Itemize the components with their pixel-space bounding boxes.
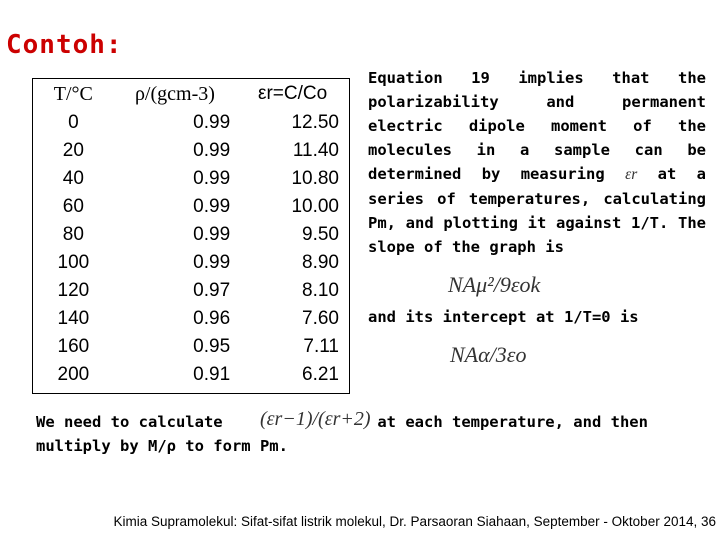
table-row: [33, 277, 349, 305]
table-row: [33, 249, 349, 277]
header-permittivity: εr=C/Co: [257, 83, 328, 104]
permittivity-cell: 6.21: [302, 364, 339, 385]
permittivity-cell: 7.11: [303, 336, 339, 357]
bottom-text-line2: multiply by M/ρ to form Pm.: [36, 437, 288, 455]
table-row: [33, 193, 349, 221]
explanation-paragraph: [368, 66, 706, 259]
table-row: [33, 333, 349, 361]
temperature-cell: 80: [62, 224, 84, 245]
density-cell: 0.99: [193, 140, 231, 161]
data-table-container: [32, 78, 350, 394]
paragraph-text-1: Equation 19 implies that the polarizability and permanent electric dipole moment of the molecules in a sample can be determined by measuring: [368, 69, 706, 183]
table-row: [33, 361, 349, 389]
density-cell: 0.99: [193, 196, 231, 217]
permittivity-cell: 9.50: [302, 224, 339, 245]
intercept-equation: NAα/3εo: [450, 342, 527, 367]
intercept-text: and its intercept at 1/T=0 is: [368, 308, 639, 326]
epsilon-r-symbol: εr: [625, 166, 638, 183]
slide-footer: Kimia Supramolekul: Sifat-sifat listrik molekul, Dr. Parsaoran Siahaan, September - Oktober 2014, 36: [113, 514, 716, 529]
permittivity-cell: 11.40: [292, 140, 339, 161]
data-table: [33, 79, 349, 389]
density-cell: 0.99: [193, 224, 231, 245]
temperature-cell: 0: [68, 112, 79, 133]
temperature-cell: 60: [62, 196, 84, 217]
table-row: [33, 305, 349, 333]
temperature-cell: 40: [62, 168, 84, 189]
bottom-text-2: at each temperature, and then: [377, 413, 648, 431]
temperature-cell: 140: [57, 308, 90, 329]
temperature-cell: 200: [57, 364, 90, 385]
table-row: [33, 221, 349, 249]
header-temperature: T/°C: [53, 82, 93, 105]
table-header-row: [33, 79, 349, 109]
table-row: [33, 137, 349, 165]
density-cell: 0.97: [193, 280, 231, 301]
clausius-mossotti-term: (εr−1)/(εr+2): [260, 408, 371, 430]
header-density: ρ/(gcm-3): [134, 82, 215, 105]
permittivity-cell: 7.60: [302, 308, 339, 329]
permittivity-cell: 10.00: [291, 196, 339, 217]
density-cell: 0.99: [193, 252, 231, 273]
bottom-text-1: We need to calculate: [36, 413, 223, 431]
density-cell: 0.95: [193, 336, 231, 357]
density-cell: 0.99: [193, 112, 231, 133]
permittivity-cell: 12.50: [291, 112, 339, 133]
density-cell: 0.96: [193, 308, 231, 329]
slope-equation: NAμ²/9εok: [448, 272, 541, 297]
temperature-cell: 20: [62, 140, 84, 161]
table-row: [33, 165, 349, 193]
temperature-cell: 100: [57, 252, 90, 273]
temperature-cell: 120: [57, 280, 90, 301]
density-cell: 0.99: [193, 168, 231, 189]
permittivity-cell: 8.90: [302, 252, 339, 273]
density-cell: 0.91: [193, 364, 231, 385]
slide-title: Contoh:: [6, 30, 123, 60]
temperature-cell: 160: [57, 336, 90, 357]
bottom-paragraph: [36, 410, 716, 458]
permittivity-cell: 8.10: [302, 280, 339, 301]
permittivity-cell: 10.80: [291, 168, 339, 189]
paragraph-text-2: at a series of temperatures, calculating Pm, and plotting it against 1/T. The slope of the graph is: [368, 165, 706, 256]
table-row: [33, 109, 349, 137]
